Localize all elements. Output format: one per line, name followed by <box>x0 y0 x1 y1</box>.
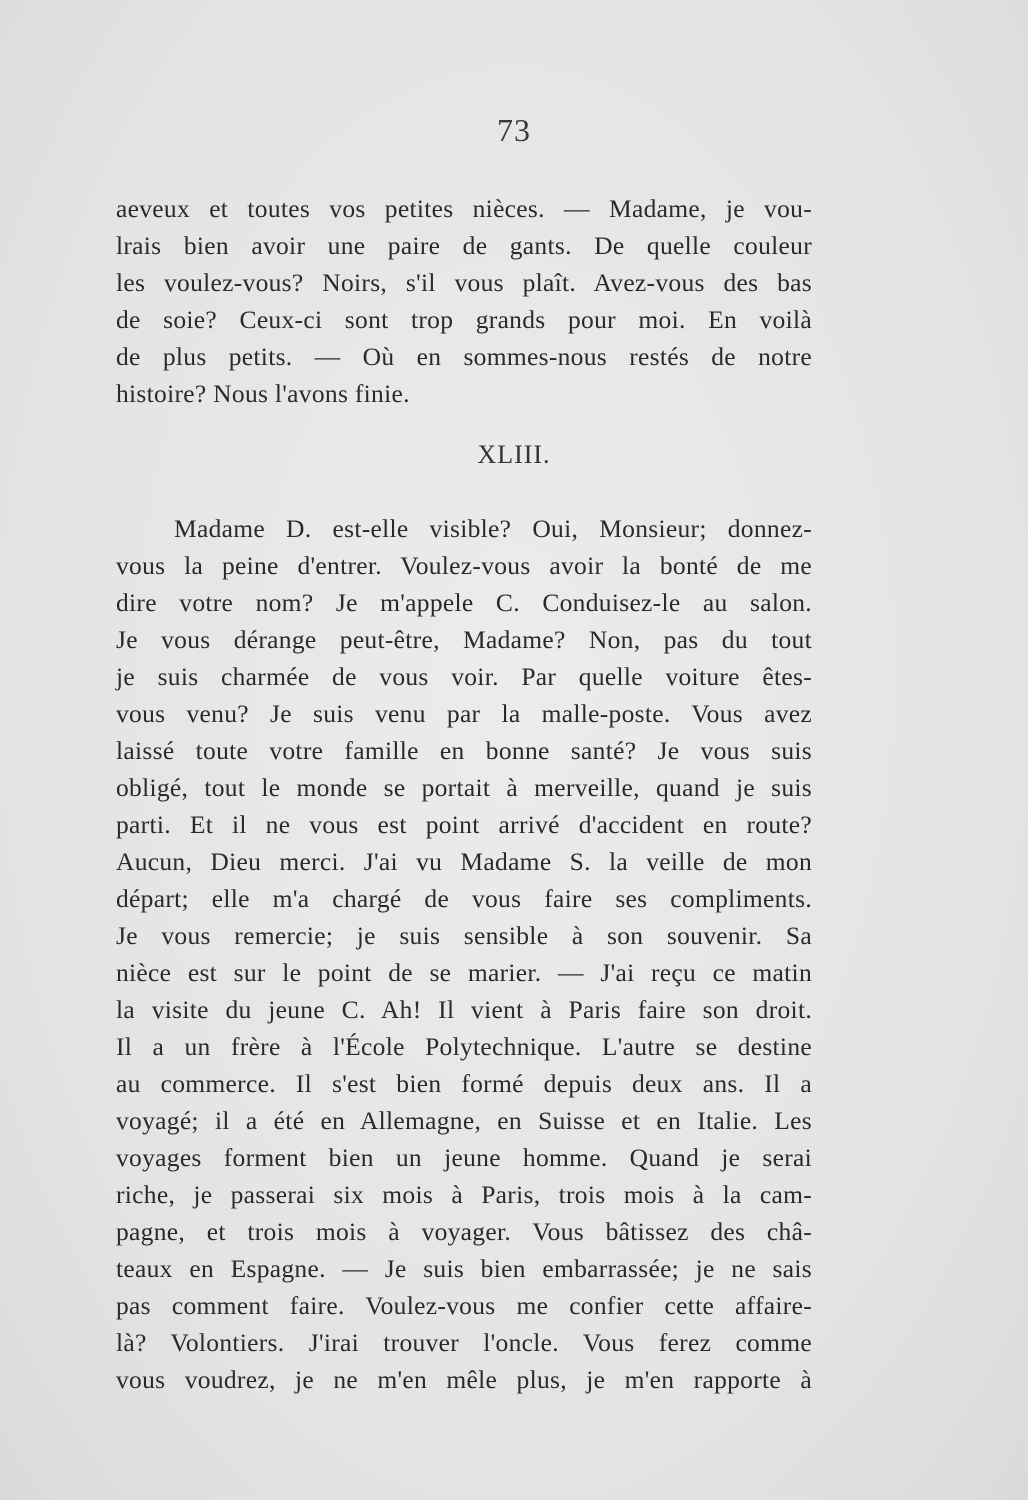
text-line: vous venu? Je suis venu par la malle-poste. Vous avez <box>116 699 812 728</box>
text-line: pas comment faire. Voulez-vous me confier cette affaire- <box>116 1291 812 1320</box>
page-number: 73 <box>497 112 531 148</box>
text-line: vous la peine d'entrer. Voulez-vous avoir la bonté de me <box>116 551 812 580</box>
text-line: au commerce. Il s'est bien formé depuis deux ans. Il a <box>116 1069 812 1098</box>
text-line: nièce est sur le point de se marier. — J'ai reçu ce matin <box>116 958 812 987</box>
text-line: voyagé; il a été en Allemagne, en Suisse et en Italie. Les <box>116 1106 812 1135</box>
text-line: pagne, et trois mois à voyager. Vous bâtissez des châ- <box>116 1217 812 1246</box>
text-line: de plus petits. — Où en sommes-nous restés de notre <box>116 342 812 371</box>
text-line: histoire? Nous l'avons finie. <box>116 379 410 408</box>
text-line: lrais bien avoir une paire de gants. De quelle couleur <box>116 231 812 260</box>
text-line: parti. Et il ne vous est point arrivé d'accident en route? <box>116 810 812 839</box>
text-line: de soie? Ceux-ci sont trop grands pour moi. En voilà <box>116 305 812 334</box>
text-line: je suis charmée de vous voir. Par quelle voiture êtes- <box>116 662 812 691</box>
text-line: départ; elle m'a chargé de vous faire ses compliments. <box>116 884 812 913</box>
text-line: Aucun, Dieu merci. J'ai vu Madame S. la veille de mon <box>116 847 812 876</box>
text-line: la visite du jeune C. Ah! Il vient à Paris faire son droit. <box>116 995 812 1024</box>
text-line: aeveux et toutes vos petites nièces. — Madame, je vou- <box>116 194 812 223</box>
text-line: dire votre nom? Je m'appele C. Conduisez-le au salon. <box>116 588 812 617</box>
text-line: là? Volontiers. J'irai trouver l'oncle. Vous ferez comme <box>116 1328 812 1357</box>
text-line: vous voudrez, je ne m'en mêle plus, je m'en rapporte à <box>116 1365 812 1394</box>
text-line: les voulez-vous? Noirs, s'il vous plaît. Avez-vous des bas <box>116 268 812 297</box>
text-line: Je vous remercie; je suis sensible à son souvenir. Sa <box>116 921 812 950</box>
text-line: riche, je passerai six mois à Paris, trois mois à la cam- <box>116 1180 812 1209</box>
paragraph-2 <box>116 510 812 1398</box>
text-line: laissé toute votre famille en bonne santé? Je vous suis <box>116 736 812 765</box>
text-line: Il a un frère à l'École Polytechnique. L'autre se destine <box>116 1032 812 1061</box>
text-line: teaux en Espagne. — Je suis bien embarrassée; je ne sais <box>116 1254 812 1283</box>
text-line: voyages forment bien un jeune homme. Quand je serai <box>116 1143 812 1172</box>
paragraph-1 <box>116 190 812 412</box>
text-line: Je vous dérange peut-être, Madame? Non, pas du tout <box>116 625 812 654</box>
text-line: obligé, tout le monde se portait à merveille, quand je suis <box>116 773 812 802</box>
section-heading: XLIII. <box>477 440 551 469</box>
text-line: Madame D. est-elle visible? Oui, Monsieur; donnez- <box>174 514 812 543</box>
